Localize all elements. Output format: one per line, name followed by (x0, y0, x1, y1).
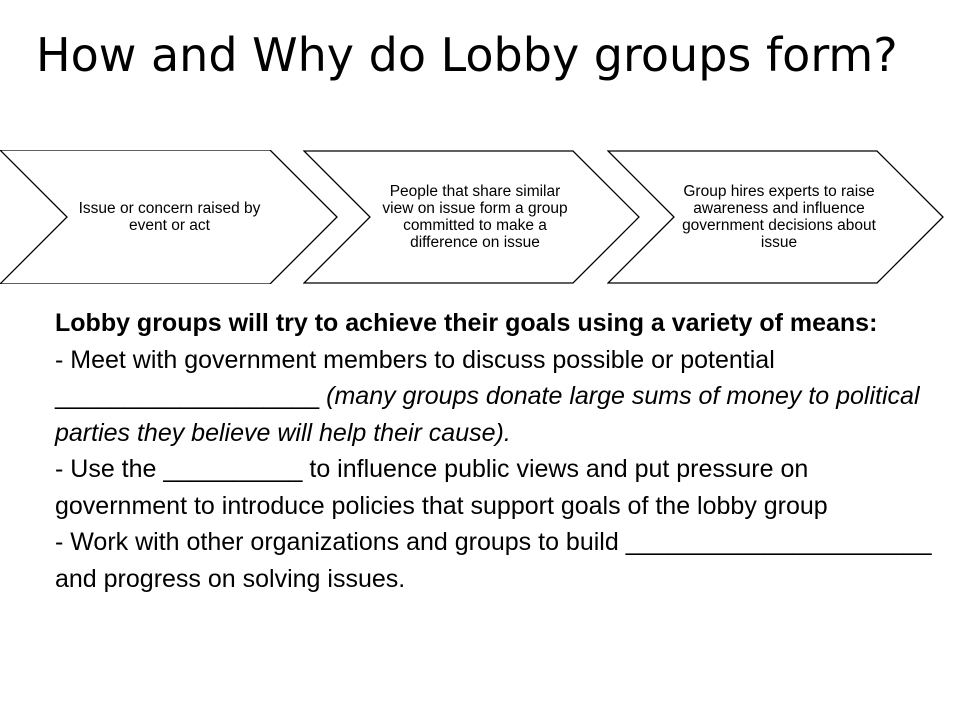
process-step-1-label: Issue or concern raised by event or act (78, 200, 261, 234)
slide-title: How and Why do Lobby groups form? (36, 28, 898, 82)
process-step-2 (303, 150, 643, 284)
bullet-meet-government (55, 342, 935, 452)
bullet-3-prefix: - Work with other organizations and groups to build (55, 528, 626, 556)
process-step-3-label: Group hires experts to raise awareness and influence government decisions about issue (682, 183, 876, 251)
bullet-1-text: - Meet with government members to discuss possible or potential (55, 345, 775, 374)
process-step-2-label: People that share similar view on issue form a group committed to make a difference on issue (382, 183, 568, 251)
fill-in-blank-3: ______________________ (625, 528, 932, 556)
bullet-2-suffix: to influence public views and put pressure on government to introduce policies that support goals of the lobby group (55, 455, 828, 520)
content-body (55, 305, 935, 597)
bullet-3-suffix: and progress on solving issues. (55, 564, 406, 593)
content-heading: Lobby groups will try to achieve their goals using a variety of means: (55, 309, 878, 337)
bullet-use-media (55, 451, 935, 524)
bullet-1-note: (many groups donate large sums of money to political parties they believe will help their cause). (55, 382, 920, 447)
process-step-1 (0, 150, 340, 284)
bullet-work-with-groups (55, 524, 935, 597)
fill-in-blank-1: ___________________ (55, 382, 320, 410)
bullet-2-prefix: - Use the (55, 455, 164, 483)
fill-in-blank-2: __________ (163, 455, 303, 483)
process-step-3 (607, 150, 947, 284)
process-diagram (0, 0, 960, 300)
